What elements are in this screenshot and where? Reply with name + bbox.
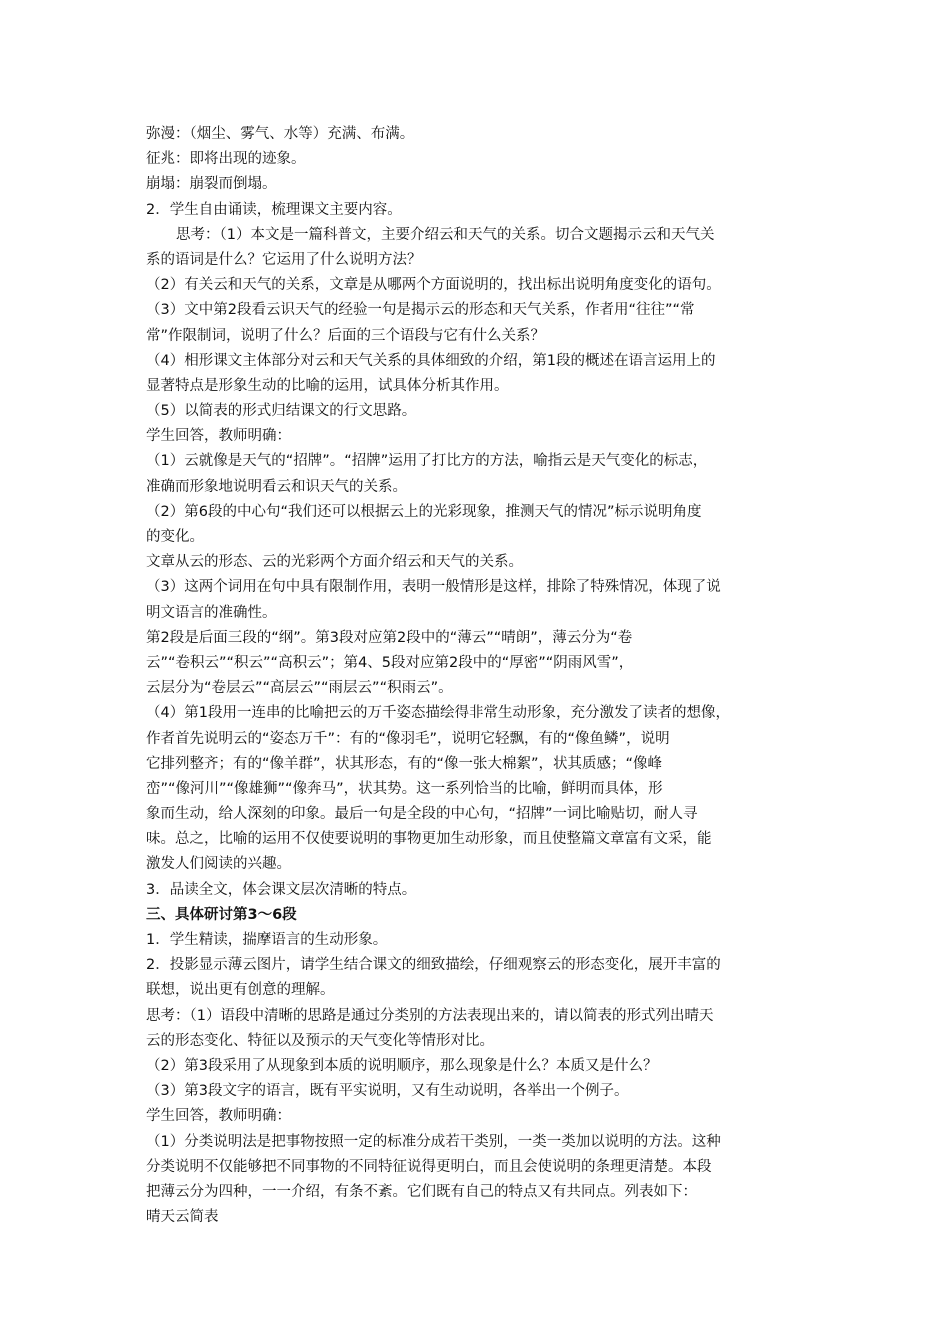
text-line: 准确而形象地说明看云和识天气的关系。 (146, 478, 407, 495)
text-line: 的变化。 (146, 529, 204, 545)
text-line: 征兆：即将出现的迹象。 (146, 151, 306, 168)
text-line: 系的语词是什么？它运用了什么说明方法？ (146, 251, 422, 268)
text-line: 思考：（1）本文是一篇科普文，主要介绍云和天气的关系。切合文题揭示云和天气关 (176, 226, 715, 243)
text-line: 联想，说出更有创意的理解。 (146, 982, 335, 999)
text-line: 分类说明不仅能够把不同事物的不同特征说得更明白，而且会使说明的条理更清楚。本段 (146, 1158, 712, 1175)
text-line: 把薄云分为四种，一一介绍，有条不紊。它们既有自己的特点又有共同点。列表如下： (146, 1183, 697, 1200)
text-line: 激发人们阅读的兴趣。 (146, 856, 291, 873)
text-line: （3）第3段文字的语言，既有平实说明，又有生动说明，各举出一个例子。 (146, 1083, 629, 1100)
table-caption: 晴天云简表 (146, 1209, 219, 1226)
text-line: 云层分为“卷层云”“高层云”“雨层云”“积雨云”。 (146, 680, 453, 697)
text-line: （4）第1段用一连串的比喻把云的万千姿态描绘得非常生动形象，充分激发了读者的想像， (146, 705, 730, 722)
text-line: 象而生动，给人深刻的印象。最后一句是全段的中心句，“招牌”一词比喻贴切，耐人寻 (146, 806, 698, 823)
text-line: 明文语言的准确性。 (146, 604, 277, 621)
text-line: 味。总之，比喻的运用不仅使要说明的事物更加生动形象，而且使整篇文章富有文采，能 (146, 831, 712, 848)
section-heading: 三、具体研讨第3～6段 (146, 906, 297, 923)
text-line: 3．品读全文，体会课文层次清晰的特点。 (146, 881, 417, 898)
text-line: （1）云就像是天气的“招牌”。“招牌”运用了打比方的方法，喻指云是天气变化的标志， (146, 453, 708, 470)
text-line: 第2段是后面三段的“纲”。第3段对应第2段中的“薄云”“晴朗”，薄云分为“卷 (146, 629, 633, 646)
text-line: （5）以简表的形式归结课文的行文思路。 (146, 403, 417, 420)
text-line: （2）第3段采用了从现象到本质的说明顺序，那么现象是什么？本质又是什么？ (146, 1057, 658, 1074)
text-line: （1）分类说明法是把事物按照一定的标准分成若干类别，一类一类加以说明的方法。这种 (146, 1133, 721, 1150)
text-line: 弥漫：（烟尘、雾气、水等）充满、布满。 (146, 126, 415, 142)
text-line: 1．学生精读，揣摩语言的生动形象。 (146, 932, 388, 948)
text-line: 学生回答，教师明确： (146, 1108, 291, 1125)
text-line: 显著特点是形象生动的比喻的运用，试具体分析其作用。 (146, 377, 509, 394)
text-line: （3）这两个词用在句中具有限制作用，表明一般情形是这样，排除了特殊情况，体现了说 (146, 579, 721, 596)
text-line: 它排列整齐；有的“像羊群”，状其形态，有的“像一张大棉絮”，状其质感；“像峰 (146, 755, 663, 772)
text-line: （4）相形课文主体部分对云和天气关系的具体细致的介绍，第1段的概述在语言运用上的 (146, 352, 716, 369)
text-line: 思考：（1）语段中清晰的思路是通过分类别的方法表现出来的，请以简表的形式列出晴天 (146, 1007, 714, 1024)
text-line: 峦”“像河川”“像雄狮”“像奔马”，状其势。这一系列恰当的比喻，鲜明而具体，形 (146, 780, 663, 797)
text-line: 文章从云的形态、云的光彩两个方面介绍云和天气的关系。 (146, 554, 523, 571)
text-line: （2）第6段的中心句“我们还可以根据云上的光彩现象，推测天气的情况”标示说明角度 (146, 503, 702, 520)
text-line: 2．投影显示薄云图片，请学生结合课文的细致描绘，仔细观察云的形态变化，展开丰富的 (146, 957, 721, 974)
document-page (146, 122, 814, 1230)
text-line: 2．学生自由诵读，梳理课文主要内容。 (146, 201, 402, 218)
text-line: 作者首先说明云的“姿态万千”：有的“像羽毛”，说明它轻飘，有的“像鱼鳞”，说明 (146, 730, 670, 747)
text-line: 崩塌：崩裂而倒塌。 (146, 176, 277, 193)
text-line: 常”作限制词，说明了什么？后面的三个语段与它有什么关系？ (146, 327, 546, 344)
text-line: （2）有关云和天气的关系，文章是从哪两个方面说明的，找出标出说明角度变化的语句。 (146, 277, 721, 294)
text-line: （3）文中第2段看云识天气的经验一句是揭示云的形态和天气关系，作者用“往往”“常 (146, 302, 695, 319)
text-line: 云”“卷积云”“积云”“高积云”；第4、5段对应第2段中的“厚密”“阴雨风雪”， (146, 654, 634, 671)
text-line: 云的形态变化、特征以及预示的天气变化等情形对比。 (146, 1032, 494, 1049)
text-line: 学生回答，教师明确： (146, 428, 291, 445)
